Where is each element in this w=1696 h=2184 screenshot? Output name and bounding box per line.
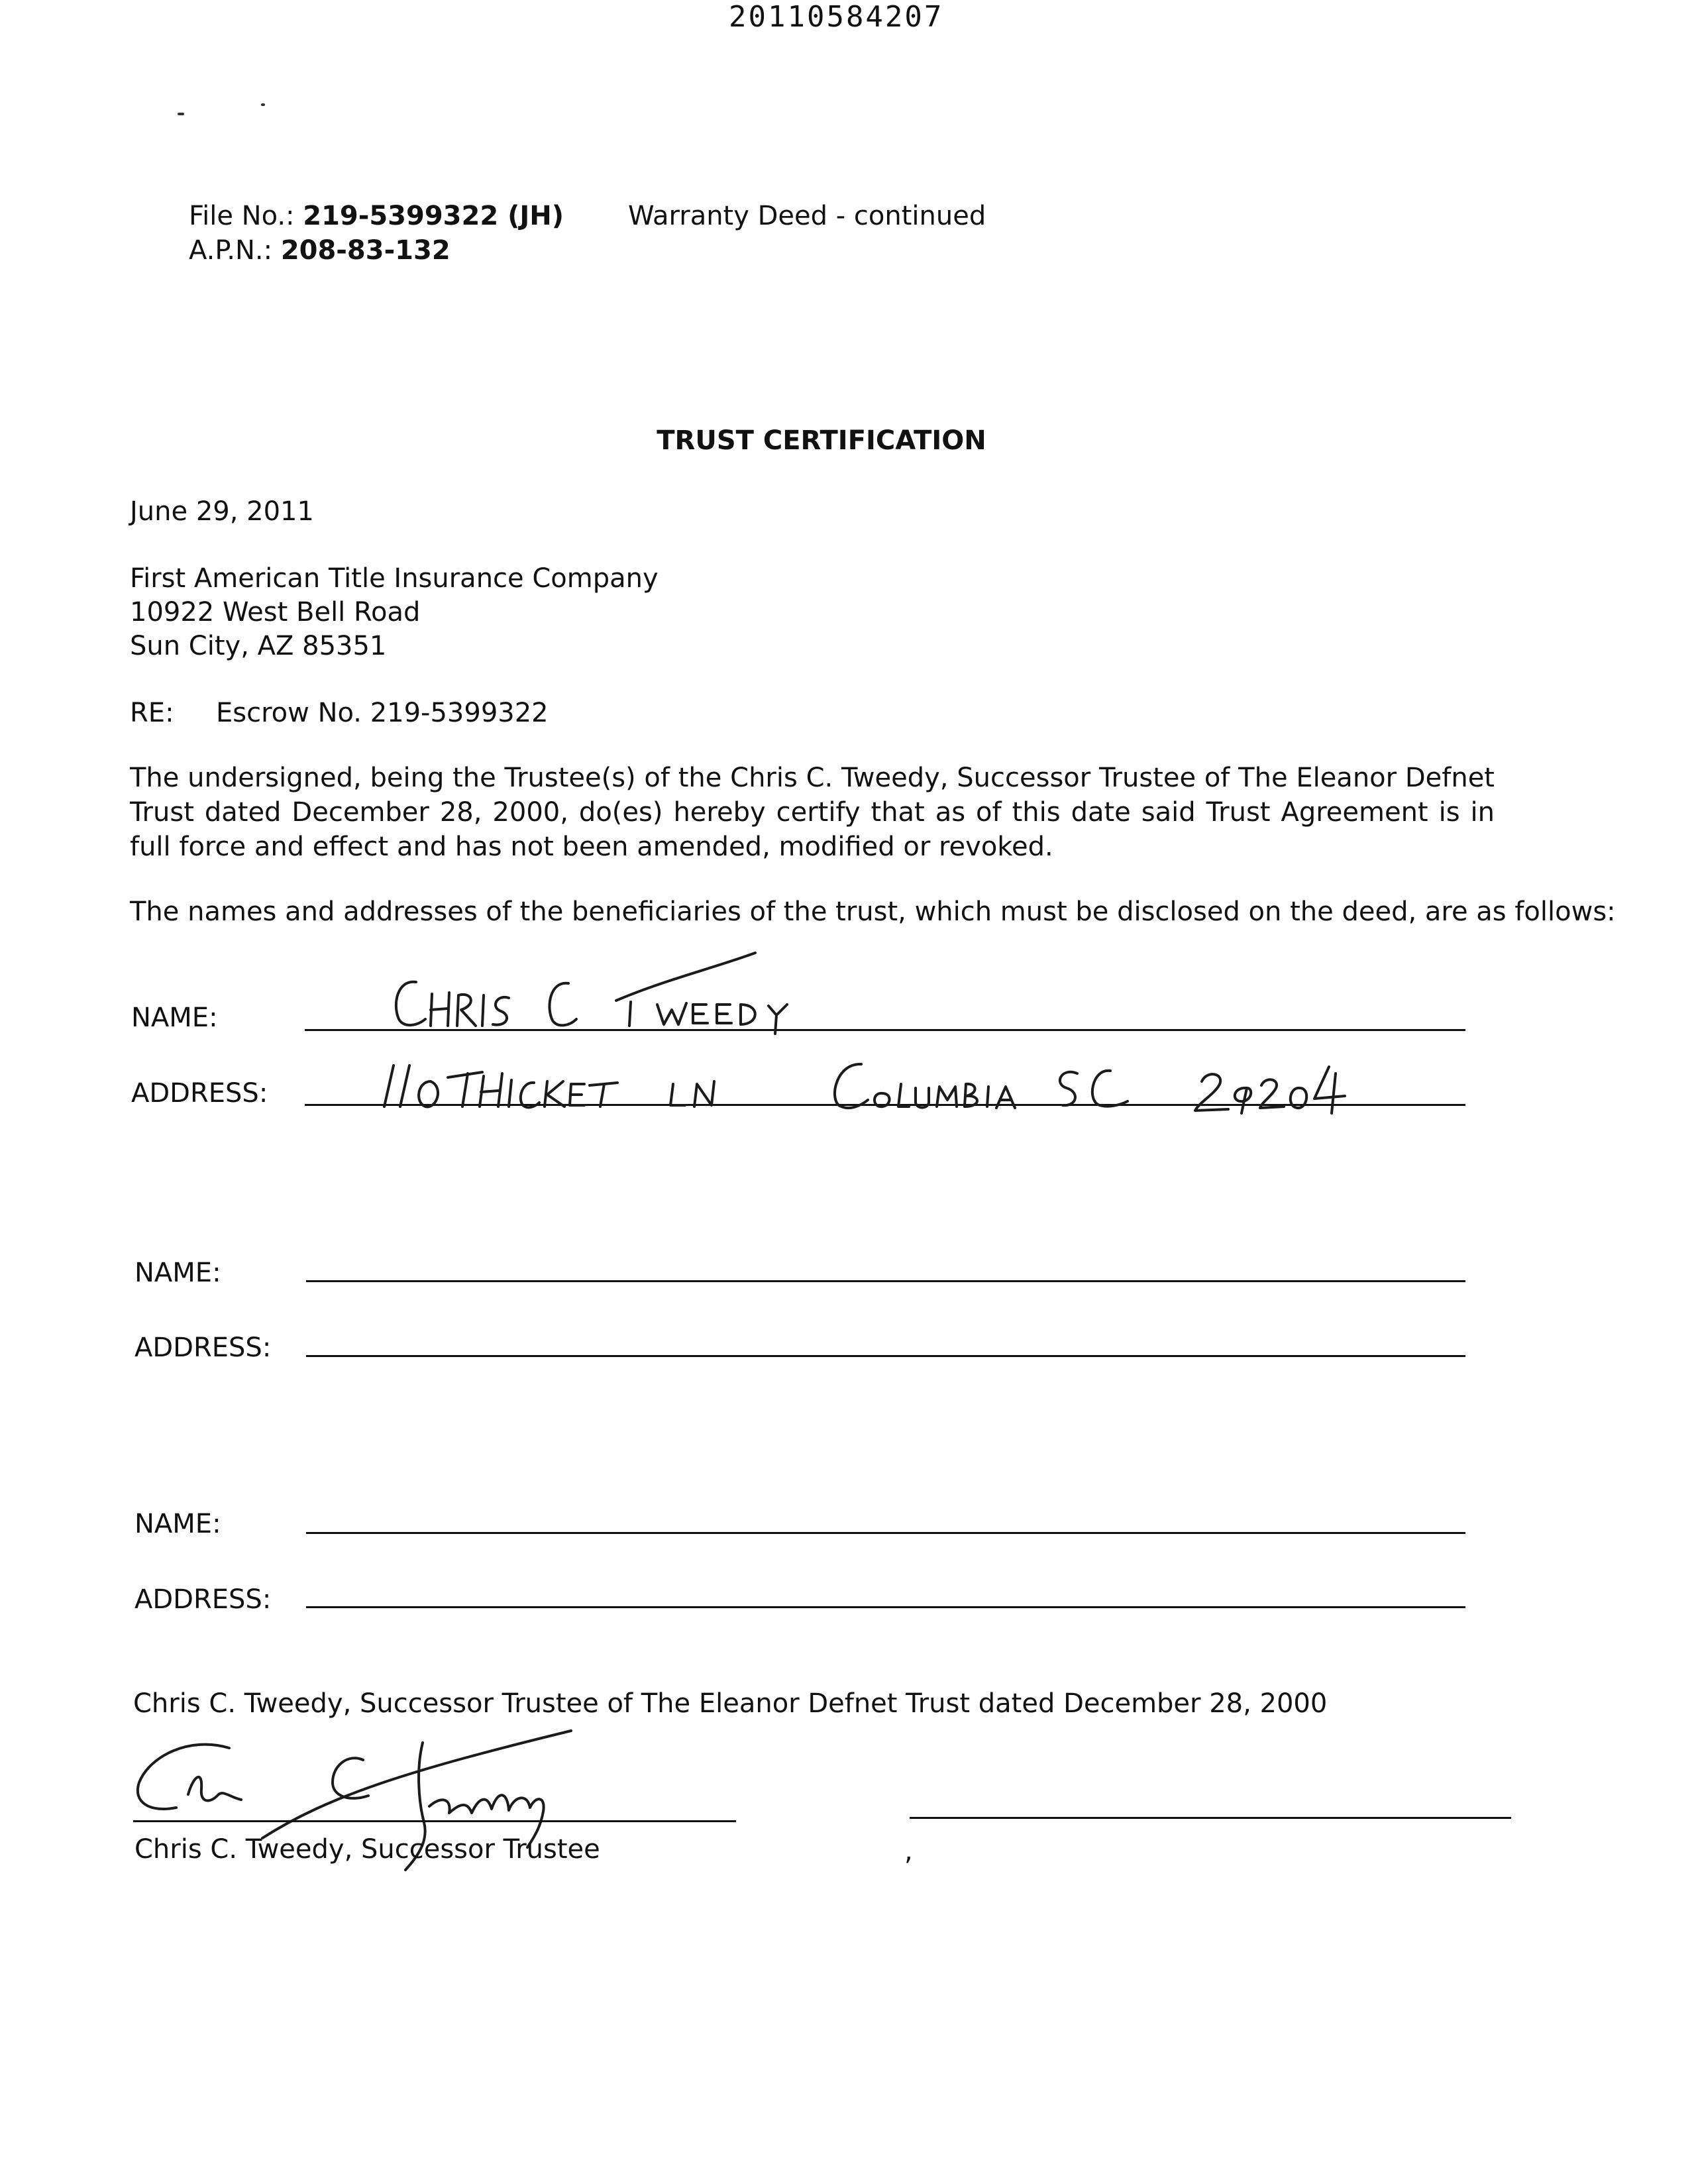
beneficiary-2-address-line[interactable] bbox=[306, 1355, 1465, 1357]
trustee-signature-line[interactable] bbox=[133, 1820, 736, 1822]
handwritten-beneficiary-name bbox=[384, 941, 861, 1040]
recipient-street: 10922 West Bell Road bbox=[130, 597, 421, 628]
file-no-value: 219-5399322 (JH) bbox=[303, 201, 564, 231]
second-line-mark: , bbox=[904, 1836, 913, 1867]
document-number: 20110584207 bbox=[729, 0, 944, 34]
trust-signature-line: Chris C. Tweedy, Successor Trustee of The Eleanor Defnet Trust dated December 28, 2000 bbox=[133, 1688, 1328, 1719]
continued-label: Warranty Deed - continued bbox=[628, 201, 986, 231]
beneficiary-2-name-label: NAME: bbox=[134, 1258, 221, 1288]
scan-speck bbox=[178, 113, 184, 115]
trustee-signer-caption: Chris C. Tweedy, Successor Trustee bbox=[134, 1834, 600, 1865]
apn-row bbox=[189, 233, 450, 268]
re-value: Escrow No. 219-5399322 bbox=[216, 698, 549, 728]
beneficiary-3-address-label: ADDRESS: bbox=[134, 1584, 272, 1615]
beneficiary-3-name-line[interactable] bbox=[306, 1532, 1465, 1534]
handwritten-beneficiary-address bbox=[371, 1047, 1404, 1120]
recipient-company: First American Title Insurance Company bbox=[130, 563, 659, 594]
date: June 29, 2011 bbox=[130, 496, 314, 527]
beneficiary-3-address-line[interactable] bbox=[306, 1606, 1465, 1608]
apn-label: A.P.N.: bbox=[189, 235, 273, 266]
re-label: RE: bbox=[130, 698, 174, 728]
second-signature-line[interactable] bbox=[910, 1817, 1511, 1819]
beneficiary-3-name-label: NAME: bbox=[134, 1509, 221, 1539]
beneficiary-2-address-label: ADDRESS: bbox=[134, 1333, 272, 1363]
beneficiary-2-name-line[interactable] bbox=[306, 1280, 1465, 1282]
beneficiaries-intro: The names and addresses of the beneficiaries of the trust, which must be disclosed on the deed, are as follows: bbox=[130, 897, 1616, 927]
apn-value: 208-83-132 bbox=[280, 235, 450, 266]
file-no-label: File No.: bbox=[189, 201, 295, 231]
beneficiary-1-address-label: ADDRESS: bbox=[131, 1078, 268, 1109]
scan-speck bbox=[261, 103, 265, 106]
beneficiary-1-name-label: NAME: bbox=[131, 1003, 218, 1033]
certification-paragraph: The undersigned, being the Trustee(s) of the Chris C. Tweedy, Successor Trustee of The Eleanor Defnet Trust dated December 28, 2000, do(es) hereby certify that as of this date said Trust Agreement is in full force and effect and has not been amended, modified or revoked. bbox=[130, 763, 1495, 862]
file-no-row bbox=[189, 199, 564, 233]
recipient-city: Sun City, AZ 85351 bbox=[130, 631, 387, 661]
page-title: TRUST CERTIFICATION bbox=[657, 425, 986, 456]
